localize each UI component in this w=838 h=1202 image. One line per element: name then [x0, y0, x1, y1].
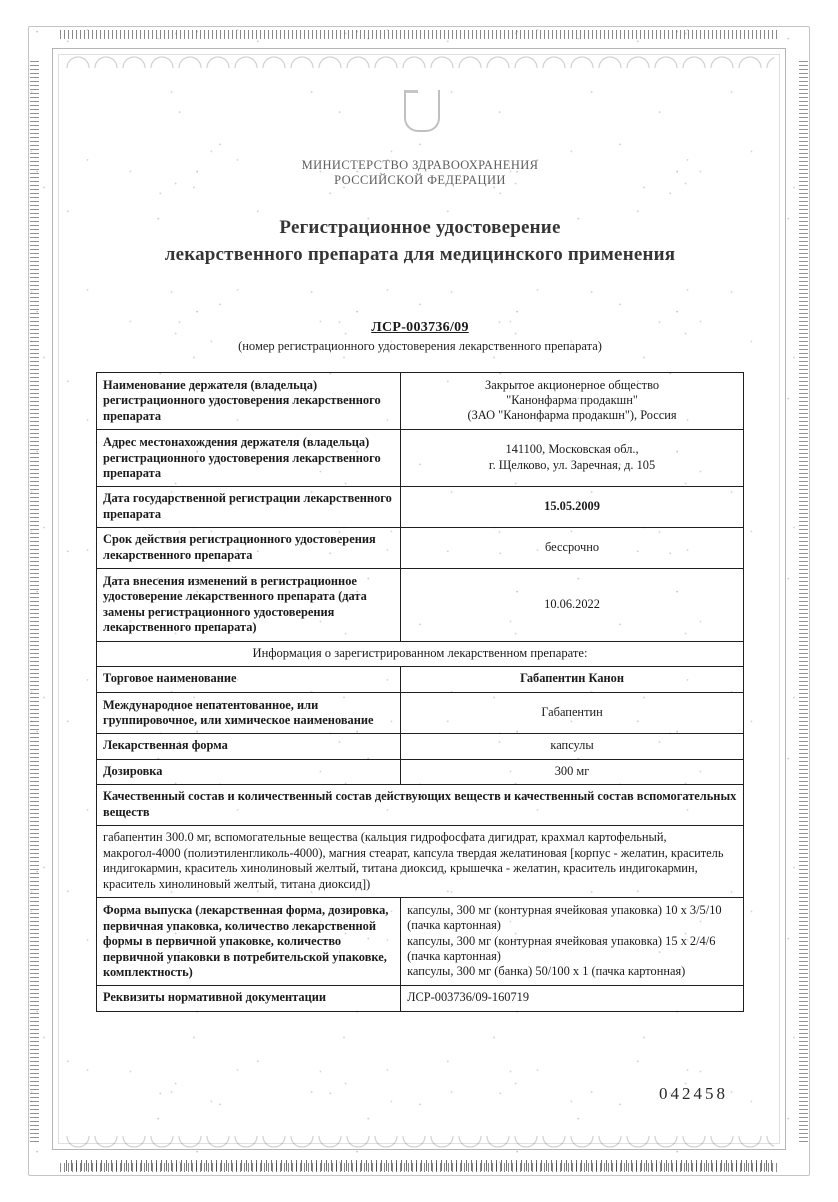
- table-row-validity-period: [97, 528, 744, 569]
- packaging-line-3: капсулы, 300 мг (банка) 50/100 х 1 (пачка картонная): [407, 964, 686, 979]
- row-value: [401, 373, 744, 430]
- ornament-scallop-top: [64, 42, 774, 68]
- registration-number-block: [96, 320, 744, 354]
- table-row-inn: [97, 692, 744, 734]
- row-label: Реквизиты нормативной документации: [97, 986, 401, 1011]
- row-value: [401, 430, 744, 487]
- table-row-dosage: [97, 759, 744, 784]
- row-label: Лекарственная форма: [97, 734, 401, 759]
- table-row-composition-text: [97, 825, 744, 897]
- composition-text: габапентин 300.0 мг, вспомогательные вещества (кальция гидрофосфата дигидрат, крахмал картофельный, макрогол-4000 (полиэтиленгликоль-4000), магния стеарат, капсула твердая желатиновая [корпус - желатин, краситель индигокармин, краситель хинолиновый желтый, титана диоксид, крышечка - желатин, краситель индигокармин, краситель хинолиновый желтый, титана диоксид]): [97, 825, 744, 897]
- document-content: [96, 88, 744, 1012]
- table-row-packaging: [97, 898, 744, 986]
- table-row-amendment-date: [97, 569, 744, 642]
- ministry-line-1: МИНИСТЕРСТВО ЗДРАВООХРАНЕНИЯ: [301, 158, 539, 172]
- row-label: Дозировка: [97, 759, 401, 784]
- holder-name-line-3: (ЗАО "Канонфарма продакшн"), Россия: [467, 408, 677, 423]
- composition-heading: Качественный состав и количественный состав действующих веществ и качественный состав вспомогательных веществ: [97, 785, 744, 826]
- holder-address-line-1: 141100, Московская обл.,: [505, 442, 639, 457]
- row-value: 15.05.2009: [401, 487, 744, 528]
- holder-name-line-2: "Канонфарма продакшн": [506, 392, 638, 407]
- holder-address-line-2: г. Щелково, ул. Заречная, д. 105: [488, 457, 656, 472]
- registration-number-caption: (номер регистрационного удостоверения лекарственного препарата): [238, 339, 602, 353]
- ornament-band-left: [30, 60, 39, 1142]
- row-label: Форма выпуска (лекарственная форма, дозировка, первичная упаковка, количество лекарственной формы в первичной упаковке, количество первичной упаковки в потребительской упаковке, комплектность): [97, 898, 401, 986]
- table-row-holder-name: [97, 373, 744, 430]
- row-label: Срок действия регистрационного удостоверения лекарственного препарата: [97, 528, 401, 569]
- document-title-line-2: лекарственного препарата для медицинского применения: [164, 244, 676, 265]
- registration-number: ЛСР-003736/09: [371, 320, 469, 335]
- ornament-band-top: [60, 30, 778, 39]
- table-row-product-section-heading: [97, 641, 744, 666]
- row-value: 300 мг: [401, 759, 744, 784]
- row-value: бессрочно: [401, 528, 744, 569]
- ornament-scallop-bottom: [64, 1136, 774, 1162]
- document-title-line-1: Регистрационное удостоверение: [279, 217, 561, 238]
- row-label: Торговое наименование: [97, 667, 401, 692]
- certificate-table: [96, 372, 744, 1012]
- table-row-composition-heading: [97, 785, 744, 826]
- packaging-line-2: капсулы, 300 мг (контурная ячейковая упаковка) 15 х 2/4/6 (пачка картонная): [407, 933, 716, 964]
- row-label: Международное непатентованное, или группировочное, или химическое наименование: [97, 692, 401, 734]
- table-row-normative-docs: [97, 986, 744, 1011]
- table-row-holder-address: [97, 430, 744, 487]
- row-label: Дата государственной регистрации лекарственного препарата: [97, 487, 401, 528]
- row-label: Дата внесения изменений в регистрационное удостоверение лекарственного препарата (дата замены регистрационного удостоверения лекарственного препарата): [97, 569, 401, 642]
- row-value: 10.06.2022: [401, 569, 744, 642]
- row-value: капсулы: [401, 734, 744, 759]
- document-title: [96, 214, 744, 268]
- row-value: Габапентин Канон: [401, 667, 744, 692]
- ornament-band-right: [799, 60, 808, 1142]
- serial-number: 042458: [659, 1084, 728, 1103]
- product-section-heading: Информация о зарегистрированном лекарственном препарате:: [97, 641, 744, 666]
- table-row-dosage-form: [97, 734, 744, 759]
- table-row-trade-name: [97, 667, 744, 692]
- row-label: Наименование держателя (владельца) регистрационного удостоверения лекарственного препарата: [97, 373, 401, 430]
- row-value: ЛСР-003736/09-160719: [401, 986, 744, 1011]
- russian-coat-of-arms-icon: [398, 88, 442, 144]
- row-value: Габапентин: [401, 692, 744, 734]
- ministry-heading: [96, 158, 744, 188]
- row-label: Адрес местонахождения держателя (владельца) регистрационного удостоверения лекарственного препарата: [97, 430, 401, 487]
- packaging-values: [401, 898, 744, 986]
- table-row-registration-date: [97, 487, 744, 528]
- packaging-line-1: капсулы, 300 мг (контурная ячейковая упаковка) 10 х 3/5/10 (пачка картонная): [407, 902, 722, 933]
- holder-name-line-1: Закрытое акционерное общество: [485, 377, 660, 392]
- ministry-line-2: РОССИЙСКОЙ ФЕДЕРАЦИИ: [334, 173, 506, 187]
